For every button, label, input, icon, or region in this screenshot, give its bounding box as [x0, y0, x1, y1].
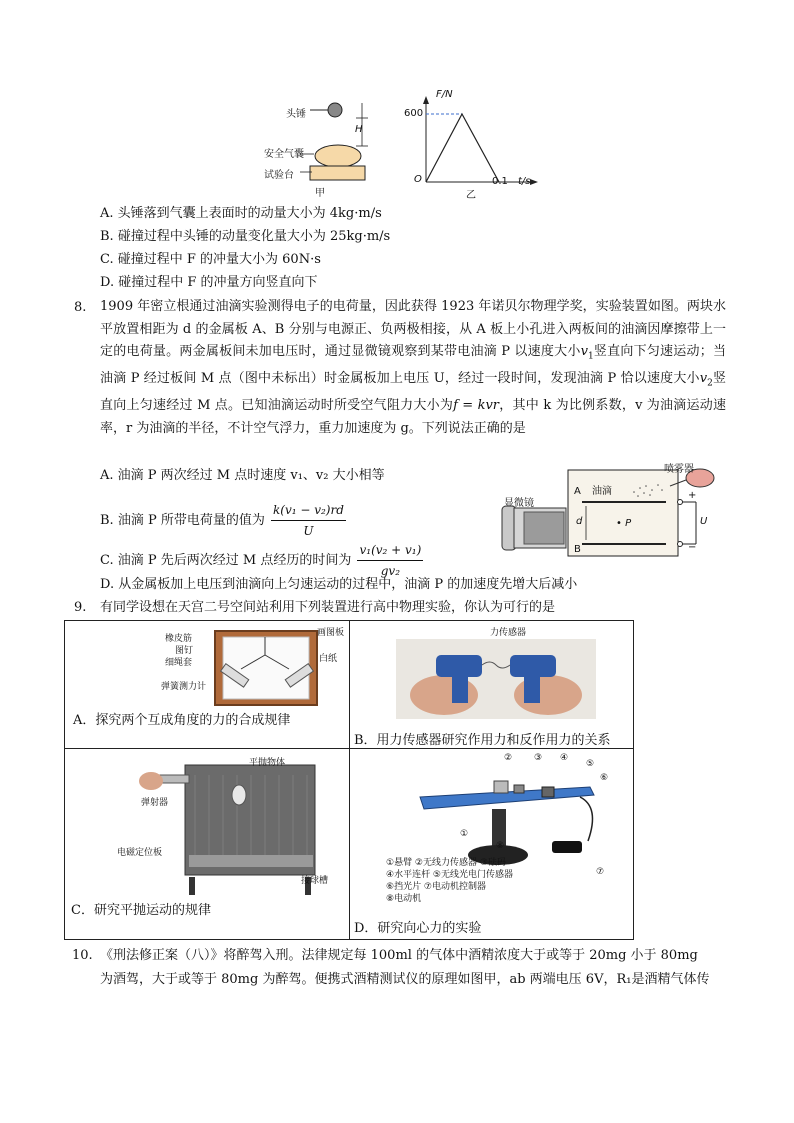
d-label: d [576, 516, 583, 527]
cell-b-label-0: 力传感器 [490, 628, 527, 638]
plate-b-label: B [574, 544, 581, 555]
cell-d-num-8: ⑧ [496, 841, 505, 851]
q8-v2: v [699, 371, 708, 387]
cell-c-label-0: 平抛物体 [249, 758, 286, 768]
cell-d-legend-1: ①悬臂 ②无线力传感器 ③砝码 [386, 858, 506, 868]
q8-stem [100, 296, 726, 440]
cell-a-label-2: 细绳套 [165, 658, 193, 668]
y-axis-label: F/N [436, 89, 453, 100]
q9-number: 9. [74, 600, 87, 615]
q7-option-b: B. 碰撞过程中头锤的动量变化量大小为 25kg·m/s [100, 229, 391, 244]
q8-option-c-den: gv₂ [380, 564, 401, 578]
q8-option-c-num: v₁(v₂ + v₁) [357, 540, 423, 561]
q9-options-table [64, 620, 634, 940]
origin-label: O [414, 174, 422, 185]
cell-d-num-6: ⑥ [600, 773, 609, 783]
cell-c-label-3: 接球槽 [301, 876, 329, 886]
q10-line-1: 《刑法修正案（八）》将醉驾入刑。法律规定每 100ml 的气体中酒精浓度大于或等于 20mg 小于 80mg [100, 948, 698, 963]
u-label: U [700, 516, 708, 527]
cell-d-num-7: ⑦ [596, 867, 605, 877]
q10-number: 10. [72, 948, 93, 963]
q8-option-b-prefix: B. 油滴 P 所带电荷量的值为 [100, 513, 265, 528]
cell-d-num-1: ① [460, 829, 469, 839]
cell-c-caption: C．研究平抛运动的规律 [71, 903, 211, 918]
cell-a-caption: A．探究两个互成角度的力的合成规律 [73, 713, 291, 728]
q8-option-b-den: U [303, 524, 314, 538]
x-axis-label: t/s [518, 176, 531, 187]
cell-a-label-1: 图钉 [175, 646, 194, 656]
droplet-label: 油滴 [592, 486, 612, 497]
cell-d-num-2: ② [504, 753, 513, 763]
q9-cell-b [350, 621, 634, 749]
cell-d-num-5: ⑤ [586, 759, 595, 769]
x-value-label: 0.1 [492, 176, 508, 187]
h-label: H [355, 124, 363, 135]
q7-option-c: C. 碰撞过程中 F 的冲量大小为 60N·s [100, 252, 321, 267]
q7-option-d: D. 碰撞过程中 F 的冲量方向竖直向下 [100, 275, 318, 290]
y-value-label: 600 [404, 108, 424, 119]
force-sensor-photo [396, 639, 596, 719]
caption-jia: 甲 [315, 188, 325, 199]
q8-option-b-num: k(v₁ − v₂)rd [271, 500, 346, 521]
q8-option-a: A. 油滴 P 两次经过 M 点时速度 v₁、v₂ 大小相等 [100, 468, 385, 483]
q7-option-a: A. 头锤落到气囊上表面时的动量大小为 4kg·m/s [100, 206, 382, 221]
cell-d-legend-2: ④水平连杆 ⑤无线光电门传感器 [386, 870, 513, 880]
q9-cell-d [350, 749, 634, 940]
airbag-label: 安全气囊 [264, 149, 304, 160]
sprayer-label: 喷雾器 [664, 464, 694, 475]
cell-b-caption: B．用力传感器研究作用力和反作用力的关系 [354, 733, 611, 748]
q8-v2-sub: 2 [707, 378, 713, 389]
q9-stem: 有同学设想在天宫二号空间站利用下列装置进行高中物理实验，你认为可行的是 [100, 600, 556, 615]
p-label: • P [616, 518, 632, 529]
cell-c-label-1: 弹射器 [141, 798, 169, 808]
plus-label: + [688, 490, 697, 501]
cell-a-label-0: 橡皮筋 [165, 634, 193, 644]
q8-stem-2: 竖直向下匀速运动；当油滴 P 经过板间 M 点（图中未标出）时金属板加上电压 U，经过一段时间，发现油滴 P 恰以速度大小 [100, 344, 726, 387]
figure-yi [404, 89, 544, 201]
figure-jia [264, 98, 390, 199]
q8-v1: v [580, 344, 588, 359]
force-board-drawing [205, 625, 325, 709]
q8-stem-4: ，其中 k 为比例系数，v 为油滴运动速率，r 为油滴的半径，不计空气浮力，重力加速度为 g。下列说法正确的是 [100, 398, 726, 436]
cell-d-num-4: ④ [560, 753, 569, 763]
q8-stem-3: 竖直向上匀速经过 M 点。已知油滴运动时所受空气阻力大小为 [100, 371, 726, 414]
cell-d-caption: D．研究向心力的实验 [354, 921, 482, 936]
cell-d-legend-3: ⑥挡光片 ⑦电动机控制器 [386, 882, 486, 892]
q8-v1-sub: 1 [587, 351, 594, 362]
hammer-label: 头锤 [286, 109, 306, 120]
minus-label: − [688, 542, 697, 553]
table-label: 试验台 [264, 170, 294, 181]
q10-line-2: 为酒驾，大于或等于 80mg 为醉驾。便携式酒精测试仪的原理如图甲，ab 两端电压 6V，R₁是酒精气体传 [100, 972, 710, 987]
q9-cell-c [65, 749, 350, 940]
cell-c-label-2: 电磁定位板 [117, 848, 163, 858]
q8-option-b [100, 500, 346, 541]
q8-option-b-fraction [271, 500, 346, 541]
q8-formula-f: f = kvr [453, 398, 500, 414]
millikan-apparatus-drawing [494, 460, 720, 560]
cell-a-label-5: 白纸 [319, 654, 338, 664]
q8-stem-1: 1909 年密立根通过油滴实验测得电子的电荷量，因此获得 1923 年诺贝尔物理学奖，实验装置如图。两块水平放置相距为 d 的金属板 A、B 分别与电源正、负两极相接，从 A 板上小孔进入两板间的油滴因摩擦带上一定的电荷量。两金属板间未加电压时，通过显微镜观察到某带电油滴 P 以速度大小 [100, 299, 726, 359]
cell-a-label-3: 弹簧测力计 [161, 682, 207, 692]
q8-number: 8. [74, 300, 87, 315]
q9-cell-a [65, 621, 350, 749]
caption-yi: 乙 [466, 190, 476, 201]
plate-a-label: A [574, 486, 581, 497]
cell-d-legend-4: ⑧电动机 [386, 894, 422, 904]
q8-option-d: D. 从金属板加上电压到油滴向上匀速运动的过程中，油滴 P 的加速度先增大后减小 [100, 577, 578, 592]
cell-a-label-4: 画图板 [317, 628, 345, 638]
cell-d-num-3: ③ [534, 753, 543, 763]
q8-option-c-prefix: C. 油滴 P 先后两次经过 M 点经历的时间为 [100, 553, 352, 568]
microscope-label: 显微镜 [504, 498, 534, 509]
millikan-figure [494, 460, 720, 560]
